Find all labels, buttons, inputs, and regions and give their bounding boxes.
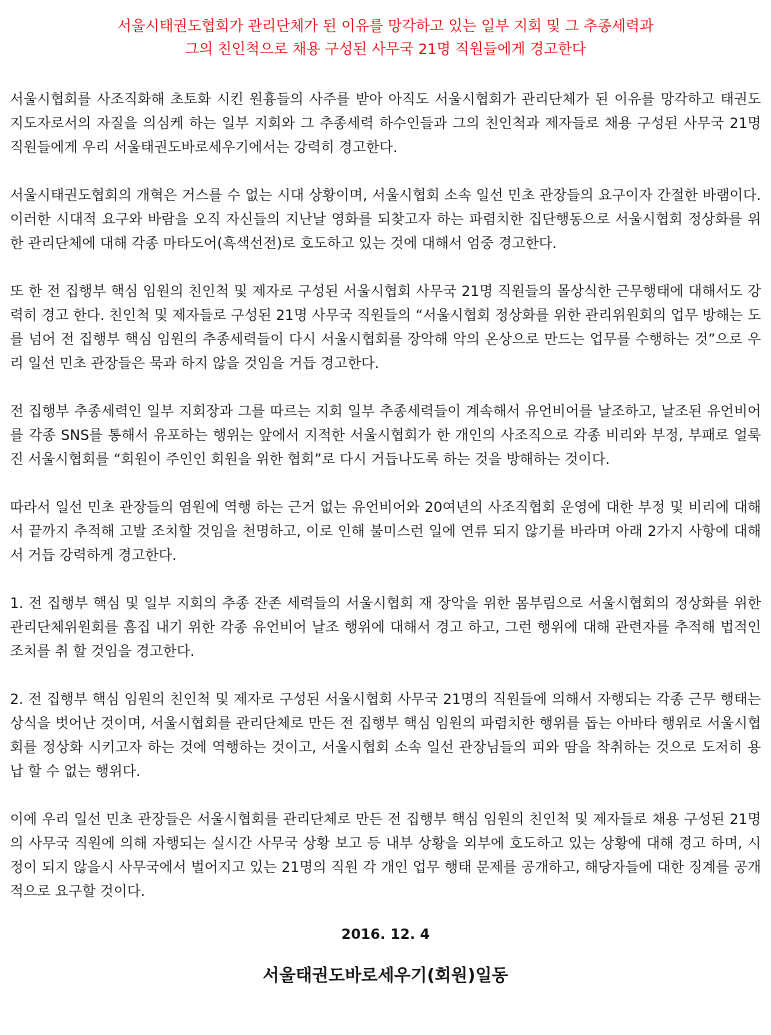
paragraph-5: 따라서 일선 민초 관장들의 염원에 역행 하는 근거 없는 유언비어와 20여년의 사조직협회 운영에 대한 부정 및 비리에 대해서 끝까지 추적해 고발 조치할 것임을 천명하고, 이로 인해 불미스런 일에 연류 되지 않기를 바라며 아래 2가지 사항에 대해서 거듭 강력하게 경고한다.	[10, 500, 761, 564]
title-line-1: 서울시태권도협회가 관리단체가 된 이유를 망각하고 있는 일부 지회 및 그 추종세력과	[117, 19, 654, 35]
paragraph-4: 전 집행부 추종세력인 일부 지회장과 그를 따르는 지회 일부 추종세력들이 계속해서 유언비어를 날조하고, 날조된 유언비어를 각종 SNS를 통해서 유포하는 행위는 앞에서 지적한 서울시협회가 한 개인의 사조직으로 각종 비리와 부정, 부패로 얼룩진 서울시협회를 “회원이 주인인 회원을 위한 협회”로 다시 거듭나도록 하는 것을 방해하는 것이다.	[10, 404, 761, 468]
title-line-2: 그의 친인척으로 채용 구성된 사무국 21명 직원들에게 경고한다	[185, 42, 586, 58]
document-signature: 서울태권도바로세우기(회원)일동	[262, 966, 509, 986]
paragraph-3: 또 한 전 집행부 핵심 임원의 친인척 및 제자로 구성된 서울시협회 사무국 21명 직원들의 몰상식한 근무행태에 대해서도 강력히 경고 한다. 친인척 및 제자들로 구성된 21명 사무국 직원들의 “서울시협회 정상화를 위한 관리위원회의 업무 방해는 도를 넘어 전 집행부 핵심 임원의 추종세력들이 다시 서울시협회를 장악해 악의 온상으로 만드는 업무를 수행하는 것”으로 우리 일선 민초 관장들은 묵과 하지 않을 것임을 거듭 경고한다.	[10, 284, 761, 372]
paragraph-1: 서울시협회를 사조직화해 초토화 시킨 원흉들의 사주를 받아 아직도 서울시협회가 관리단체가 된 이유를 망각하고 태권도 지도자로서의 자질을 의심케 하는 일부 지회와 그 추종세력 하수인들과 그의 친인척과 제자들로 채용 구성된 사무국 21명 직원들에게 우리 서울태권도바로세우기에서는 강력히 경고한다.	[10, 92, 761, 156]
document-date: 2016. 12. 4	[341, 927, 430, 943]
warning-item-2: 2. 전 집행부 핵심 임원의 친인척 및 제자로 구성된 서울시협회 사무국 21명의 직원들에 의해서 자행되는 각종 근무 행태는 상식을 벗어난 것이며, 서울시협회를 관리단체로 만든 전 집행부 핵심 임원의 파렴치한 행위를 돕는 아바타 행위로 서울시협회를 정상화 시키고자 하는 것에 역행하는 것이고, 서울시협회 소속 일선 관장님들의 피와 땀을 착취하는 것으로 도저히 용납 할 수 없는 행위다.	[10, 692, 761, 780]
document-title	[10, 16, 761, 62]
warning-item-1: 1. 전 집행부 핵심 및 일부 지회의 추종 잔존 세력들의 서울시협회 재 장악을 위한 몸부림으로 서울시협회의 정상화를 위한 관리단체위원회를 흠집 내기 위한 각종 유언비어 날조 행위에 대해서 경고 하고, 그런 행위에 대해 관련자를 추적해 법적인 조치를 취 할 것임을 경고한다.	[10, 596, 761, 660]
document-body	[10, 88, 761, 904]
paragraph-conclusion: 이에 우리 일선 민초 관장들은 서울시협회를 관리단체로 만든 전 집행부 핵심 임원의 친인척 및 제자들로 채용 구성된 21명의 사무국 직원에 의해 자행되는 실시간 사무국 상황 보고 등 내부 상황을 외부에 호도하고 있는 상황에 대해 경고 하며, 시정이 되지 않을시 사무국에서 벌어지고 있는 21명의 직원 각 개인 업무 행태 문제를 공개하고, 해당자들에 대한 징계를 공개적으로 요구할 것이다.	[10, 812, 761, 900]
paragraph-2: 서울시태권도협회의 개혁은 거스를 수 없는 시대 상황이며, 서울시협회 소속 일선 민초 관장들의 요구이자 간절한 바램이다. 이러한 시대적 요구와 바람을 오직 자신들의 지난날 영화를 되찾고자 하는 파렴치한 집단행동으로 서울시협회 정상화를 위한 관리단체에 대해 각종 마타도어(흑색선전)로 호도하고 있는 것에 대해서 엄중 경고한다.	[10, 188, 761, 252]
